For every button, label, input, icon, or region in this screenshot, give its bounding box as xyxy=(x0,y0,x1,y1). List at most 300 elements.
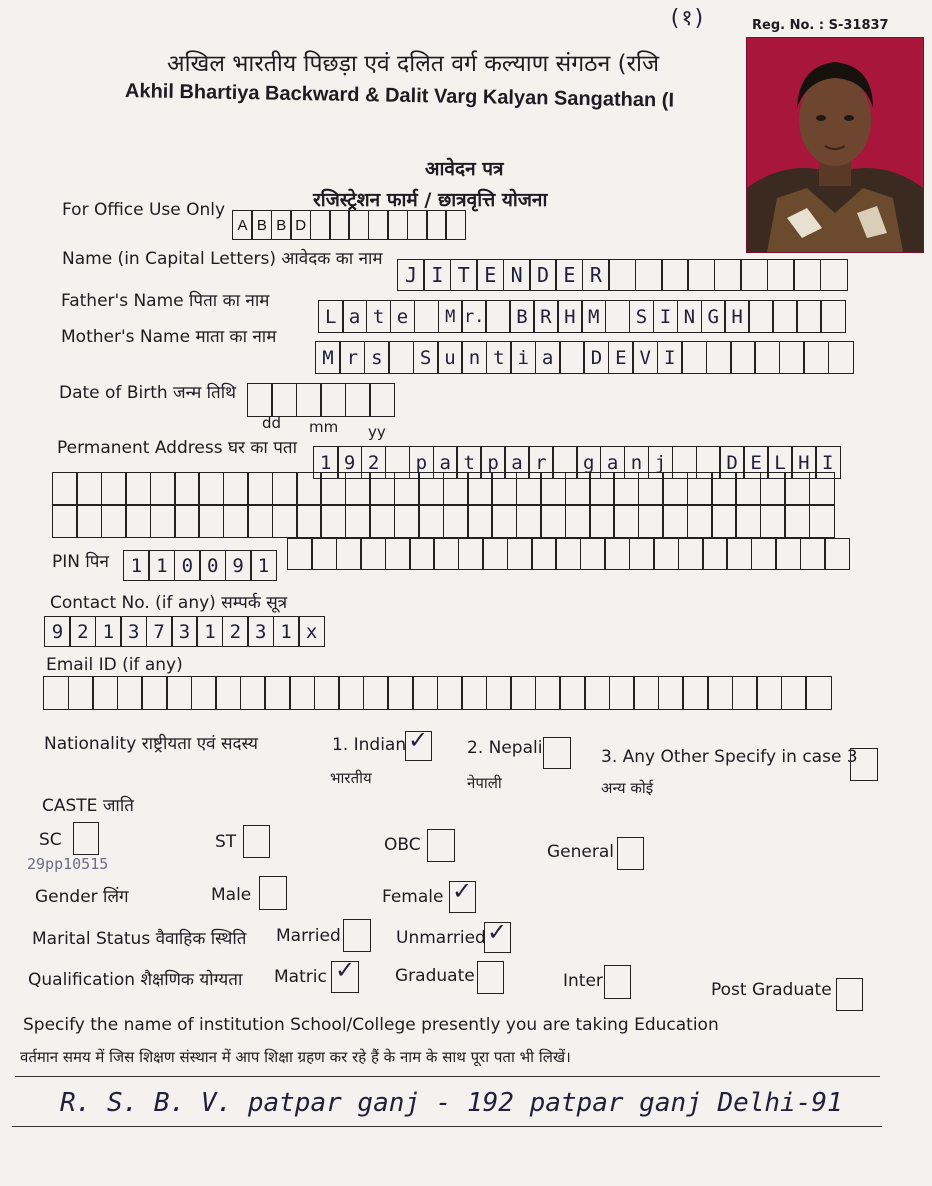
caste-st-label: ST xyxy=(215,832,237,852)
address-box xyxy=(589,504,615,538)
gender-male-checkbox[interactable] xyxy=(259,876,287,910)
org-title-english: Akhil Bhartiya Backward & Dalit Varg Kalyan Sangathan (I xyxy=(124,80,675,112)
pin-digit: 1 xyxy=(148,550,175,581)
address-box xyxy=(247,504,273,538)
father-name-char xyxy=(414,300,440,333)
pin-digit: 9 xyxy=(225,550,252,581)
email-box xyxy=(264,676,290,710)
father-name-char xyxy=(748,300,774,333)
email-box xyxy=(805,676,831,710)
email-box xyxy=(707,676,733,710)
address-box xyxy=(443,504,469,538)
address-char: a xyxy=(504,446,530,479)
caste-sc-label: SC xyxy=(39,830,62,850)
address-box xyxy=(369,472,395,506)
address-box xyxy=(101,504,127,538)
address-box xyxy=(76,472,102,506)
mother-name-char: V xyxy=(632,341,658,374)
contact-digit: 3 xyxy=(171,616,198,647)
institution-label-hindi: वर्तमान समय में जिस शिक्षण संस्थान में आप शिक्षा ग्रहण कर रहे हैं के नाम के साथ पूरा पता भी लिखें। xyxy=(20,1048,571,1066)
address-box xyxy=(125,504,151,538)
address-char: p xyxy=(480,446,506,479)
address-box xyxy=(662,472,688,506)
contact-digit: 9 xyxy=(44,616,71,647)
email-boxes[interactable] xyxy=(43,676,832,710)
address-char: n xyxy=(624,446,650,479)
office-use-label: For Office Use Only xyxy=(62,200,226,220)
address-box xyxy=(735,472,761,506)
email-box xyxy=(486,676,512,710)
name-char: I xyxy=(423,259,451,291)
address-box xyxy=(311,538,337,570)
mother-name-char: s xyxy=(364,341,390,374)
name-char: D xyxy=(529,259,557,291)
dob-label: Date of Birth जन्म तिथि xyxy=(59,383,236,403)
address-box xyxy=(516,472,542,506)
address-char: p xyxy=(409,446,435,479)
address-box xyxy=(336,538,362,570)
address-char: D xyxy=(719,446,745,479)
address-box xyxy=(760,472,786,506)
email-box xyxy=(559,676,585,710)
contact-digit: 7 xyxy=(146,616,173,647)
address-box xyxy=(653,538,679,570)
matric-tick-icon: ✓ xyxy=(335,956,356,984)
unmarried-tick-icon: ✓ xyxy=(487,918,508,946)
address-char: r xyxy=(528,446,554,479)
address-box xyxy=(198,472,224,506)
address-box xyxy=(52,504,78,538)
contact-digit: x xyxy=(298,616,325,647)
email-box xyxy=(191,676,217,710)
address-box xyxy=(580,538,606,570)
address-box xyxy=(76,504,102,538)
address-box xyxy=(101,472,127,506)
mother-name-char xyxy=(803,341,829,374)
address-box xyxy=(565,504,591,538)
address-char: 1 xyxy=(313,446,339,479)
dob-dd-label: dd xyxy=(262,414,282,432)
nationality-nepali-label: 2. Nepali xyxy=(467,738,543,758)
father-name-char xyxy=(820,300,846,333)
contact-digit: 3 xyxy=(247,616,274,647)
address-box xyxy=(516,504,542,538)
female-tick-icon: ✓ xyxy=(452,877,473,905)
name-char xyxy=(740,259,768,291)
mother-name-char: i xyxy=(510,341,536,374)
address-box xyxy=(418,472,444,506)
name-char: E xyxy=(555,259,583,291)
name-char xyxy=(767,259,795,291)
nationality-other-checkbox[interactable] xyxy=(850,748,878,781)
father-name-char: L xyxy=(318,300,344,333)
mother-name-char: D xyxy=(583,341,609,374)
form-subtitle: रजिस्ट्रेशन फार्म / छात्रवृत्ति योजना xyxy=(313,189,548,211)
name-char: R xyxy=(582,259,610,291)
mother-name-char: E xyxy=(608,341,634,374)
address-box xyxy=(491,472,517,506)
address-box xyxy=(418,504,444,538)
address-box xyxy=(345,504,371,538)
address-box xyxy=(467,504,493,538)
office-use-box: A xyxy=(232,210,253,240)
name-char: E xyxy=(476,259,504,291)
qualification-matric-label: Matric xyxy=(274,967,327,987)
caste-general-checkbox[interactable] xyxy=(617,837,644,870)
dob-box xyxy=(345,383,371,417)
father-name-char: a xyxy=(342,300,368,333)
marital-married-checkbox[interactable] xyxy=(343,919,371,952)
father-name-char xyxy=(605,300,631,333)
email-box xyxy=(387,676,413,710)
caste-label: CASTE जाति xyxy=(42,796,134,816)
mother-name-char: t xyxy=(486,341,512,374)
email-box xyxy=(141,676,167,710)
org-title-hindi: अखिल भारतीय पिछड़ा एवं दलित वर्ग कल्याण संगठन (रजि xyxy=(167,51,660,77)
address-box xyxy=(638,472,664,506)
name-char: J xyxy=(397,259,425,291)
father-name-char: N xyxy=(677,300,703,333)
name-boxes[interactable] xyxy=(397,259,848,291)
address-box xyxy=(613,472,639,506)
email-box xyxy=(510,676,536,710)
contact-digit: 1 xyxy=(95,616,122,647)
dob-box xyxy=(296,383,322,417)
address-box xyxy=(784,504,810,538)
qualification-graduate-label: Graduate xyxy=(395,966,475,986)
email-box xyxy=(92,676,118,710)
mother-name-char xyxy=(388,341,414,374)
address-box xyxy=(555,538,581,570)
address-box xyxy=(223,504,249,538)
pin-digit: 1 xyxy=(123,550,150,581)
address-box xyxy=(775,538,801,570)
father-name-char xyxy=(772,300,798,333)
address-box xyxy=(507,538,533,570)
nationality-other-label: 3. Any Other Specify in case 3 xyxy=(601,747,858,767)
qualification-graduate-checkbox[interactable] xyxy=(477,961,504,994)
office-use-box xyxy=(426,210,447,240)
address-box xyxy=(638,504,664,538)
qualification-label: Qualification शैक्षणिक योग्यता xyxy=(28,970,243,990)
email-box xyxy=(363,676,389,710)
address-char: H xyxy=(791,446,817,479)
gender-label: Gender लिंग xyxy=(35,887,129,907)
contact-digit: 3 xyxy=(120,616,147,647)
address-box xyxy=(174,504,200,538)
office-use-box xyxy=(310,210,331,240)
nationality-nepali-hindi: नेपाली xyxy=(467,774,502,792)
address-box xyxy=(540,504,566,538)
address-box xyxy=(150,472,176,506)
nationality-indian-label: 1. Indian xyxy=(332,735,407,755)
address-row-3[interactable] xyxy=(52,504,835,538)
indian-tick-icon: ✓ xyxy=(408,726,429,754)
address-box xyxy=(320,472,346,506)
caste-st-checkbox[interactable] xyxy=(243,825,270,858)
email-box xyxy=(68,676,94,710)
address-char: L xyxy=(767,446,793,479)
mother-name-boxes[interactable] xyxy=(315,341,854,374)
address-box xyxy=(198,504,224,538)
address-box xyxy=(662,504,688,538)
address-char: 2 xyxy=(361,446,387,479)
address-box xyxy=(433,538,459,570)
pin-digit: 0 xyxy=(199,550,226,581)
email-box xyxy=(658,676,684,710)
email-box xyxy=(732,676,758,710)
dob-mm-label: mm xyxy=(309,418,339,436)
address-row-2[interactable] xyxy=(52,472,835,506)
name-label: Name (in Capital Letters) आवेदक का नाम xyxy=(62,249,383,269)
address-box xyxy=(482,538,508,570)
address-box xyxy=(711,472,737,506)
institution-label-english: Specify the name of institution School/College presently you are taking Education xyxy=(23,1015,719,1035)
address-box xyxy=(272,472,298,506)
mother-name-char: u xyxy=(437,341,463,374)
qualification-inter-label: Inter xyxy=(563,971,603,991)
father-name-char: B xyxy=(509,300,535,333)
email-box xyxy=(756,676,782,710)
email-box xyxy=(289,676,315,710)
address-box xyxy=(247,472,273,506)
name-char xyxy=(714,259,742,291)
address-box xyxy=(687,504,713,538)
office-use-box: B xyxy=(251,210,272,240)
caste-obc-label: OBC xyxy=(384,835,421,855)
email-box xyxy=(240,676,266,710)
email-box xyxy=(437,676,463,710)
address-char: a xyxy=(433,446,459,479)
address-char: t xyxy=(456,446,482,479)
address-box xyxy=(604,538,630,570)
contact-digit: 2 xyxy=(69,616,96,647)
address-char: a xyxy=(600,446,626,479)
address-label: Permanent Address घर का पता xyxy=(57,438,297,458)
mother-name-char: r xyxy=(339,341,365,374)
name-char: T xyxy=(450,259,478,291)
address-box xyxy=(824,538,850,570)
caste-obc-checkbox[interactable] xyxy=(427,829,455,862)
address-char: g xyxy=(576,446,602,479)
gender-female-label: Female xyxy=(382,887,444,907)
email-box xyxy=(781,676,807,710)
address-box xyxy=(458,538,484,570)
contact-digit: 1 xyxy=(273,616,300,647)
marital-unmarried-label: Unmarried xyxy=(396,928,486,948)
mother-name-char xyxy=(754,341,780,374)
address-box xyxy=(394,504,420,538)
father-name-char: R xyxy=(533,300,559,333)
dob-yy-label: yy xyxy=(368,423,386,441)
email-box xyxy=(461,676,487,710)
father-name-char: M xyxy=(438,300,464,333)
address-box xyxy=(735,504,761,538)
pin-digit: 1 xyxy=(250,550,277,581)
mother-name-char: n xyxy=(461,341,487,374)
institution-line-2 xyxy=(12,1126,882,1127)
address-char: E xyxy=(743,446,769,479)
office-use-box xyxy=(445,210,466,240)
address-box xyxy=(443,472,469,506)
mother-name-char xyxy=(828,341,854,374)
address-box xyxy=(711,504,737,538)
address-box xyxy=(287,538,313,570)
nationality-nepali-checkbox[interactable] xyxy=(543,737,571,769)
office-use-box xyxy=(407,210,428,240)
father-name-char: t xyxy=(366,300,392,333)
address-box xyxy=(345,472,371,506)
email-box xyxy=(584,676,610,710)
father-name-char xyxy=(796,300,822,333)
address-box xyxy=(809,504,835,538)
contact-digit: 2 xyxy=(222,616,249,647)
address-box xyxy=(52,472,78,506)
address-row-4[interactable] xyxy=(287,538,850,570)
nationality-indian-hindi: भारतीय xyxy=(330,769,372,787)
office-use-box xyxy=(387,210,408,240)
mother-name-char: I xyxy=(657,341,683,374)
email-box xyxy=(682,676,708,710)
address-box xyxy=(687,472,713,506)
address-box xyxy=(369,504,395,538)
address-box xyxy=(409,538,435,570)
dob-box xyxy=(369,383,395,417)
email-box xyxy=(609,676,635,710)
name-char xyxy=(820,259,848,291)
address-char: 9 xyxy=(337,446,363,479)
page-mark: (१) xyxy=(668,6,706,31)
marital-married-label: Married xyxy=(276,926,341,946)
caste-sc-checkbox[interactable] xyxy=(73,822,99,855)
father-name-char: I xyxy=(653,300,679,333)
father-name-char: r. xyxy=(461,300,487,333)
address-char: j xyxy=(648,446,674,479)
dob-box xyxy=(320,383,346,417)
email-box xyxy=(535,676,561,710)
office-use-box xyxy=(329,210,350,240)
address-box xyxy=(589,472,615,506)
registration-number: Reg. No. : S-31837 xyxy=(752,18,889,33)
address-box xyxy=(678,538,704,570)
address-box xyxy=(613,504,639,538)
mother-name-char xyxy=(730,341,756,374)
father-name-char xyxy=(485,300,511,333)
address-box xyxy=(491,504,517,538)
address-char: I xyxy=(815,446,841,479)
pin-label: PIN पिन xyxy=(52,552,109,572)
name-char xyxy=(793,259,821,291)
mother-name-char: S xyxy=(413,341,439,374)
mother-name-char xyxy=(779,341,805,374)
dob-boxes[interactable] xyxy=(247,383,395,417)
pin-digit: 0 xyxy=(174,550,201,581)
address-box xyxy=(223,472,249,506)
address-box xyxy=(320,504,346,538)
address-box xyxy=(385,538,411,570)
address-box xyxy=(565,472,591,506)
nationality-other-hindi: अन्य कोई xyxy=(601,779,654,797)
address-box xyxy=(150,504,176,538)
contact-label: Contact No. (if any) सम्पर्क सूत्र xyxy=(50,593,288,613)
father-name-char: G xyxy=(701,300,727,333)
office-use-box: B xyxy=(271,210,292,240)
email-box xyxy=(412,676,438,710)
gender-male-label: Male xyxy=(211,885,252,905)
office-use-box xyxy=(368,210,389,240)
nationality-label: Nationality राष्ट्रीयता एवं सदस्य xyxy=(44,734,258,754)
dob-box xyxy=(247,383,273,417)
address-box xyxy=(702,538,728,570)
father-name-label: Father's Name पिता का नाम xyxy=(61,291,270,311)
mother-name-char xyxy=(706,341,732,374)
address-box xyxy=(629,538,655,570)
mother-name-char xyxy=(559,341,585,374)
address-box xyxy=(540,472,566,506)
office-use-box xyxy=(348,210,369,240)
address-box xyxy=(531,538,557,570)
email-box xyxy=(215,676,241,710)
email-box xyxy=(117,676,143,710)
address-box xyxy=(784,472,810,506)
name-char xyxy=(661,259,689,291)
father-name-char: H xyxy=(724,300,750,333)
name-char: N xyxy=(503,259,531,291)
address-box xyxy=(760,504,786,538)
address-box xyxy=(125,472,151,506)
father-name-char: S xyxy=(629,300,655,333)
address-box xyxy=(751,538,777,570)
address-box xyxy=(360,538,386,570)
name-char xyxy=(635,259,663,291)
email-box xyxy=(166,676,192,710)
address-box xyxy=(174,472,200,506)
qualification-post-graduate-checkbox[interactable] xyxy=(836,978,863,1011)
father-name-char: H xyxy=(557,300,583,333)
contact-digit: 1 xyxy=(196,616,223,647)
form-title: आवेदन पत्र xyxy=(425,158,504,180)
father-name-char: M xyxy=(581,300,607,333)
applicant-portrait-image xyxy=(747,38,923,252)
father-name-char: e xyxy=(390,300,416,333)
caste-handwritten-note: 29pp10515 xyxy=(27,855,109,873)
institution-line-1 xyxy=(15,1076,880,1077)
address-box xyxy=(272,504,298,538)
address-box xyxy=(726,538,752,570)
pin-boxes[interactable] xyxy=(123,550,277,581)
mother-name-label: Mother's Name माता का नाम xyxy=(61,327,277,347)
name-char xyxy=(608,259,636,291)
address-box xyxy=(800,538,826,570)
address-box xyxy=(394,472,420,506)
office-use-box: D xyxy=(290,210,311,240)
address-box xyxy=(296,472,322,506)
dob-box xyxy=(271,383,297,417)
address-box xyxy=(296,504,322,538)
applicant-photo xyxy=(746,37,924,253)
father-name-boxes[interactable] xyxy=(318,300,846,333)
email-box xyxy=(338,676,364,710)
caste-general-label: General xyxy=(547,842,614,862)
address-box xyxy=(467,472,493,506)
qualification-inter-checkbox[interactable] xyxy=(604,965,631,999)
email-label: Email ID (if any) xyxy=(46,655,183,675)
email-box xyxy=(633,676,659,710)
qualification-post-graduate-label: Post Graduate xyxy=(711,980,832,1000)
institution-value[interactable]: R. S. B. V. patpar ganj - 192 patpar ganj Delhi-91 xyxy=(60,1088,843,1118)
contact-boxes[interactable] xyxy=(44,616,325,647)
marital-status-label: Marital Status वैवाहिक स्थिति xyxy=(32,929,247,949)
